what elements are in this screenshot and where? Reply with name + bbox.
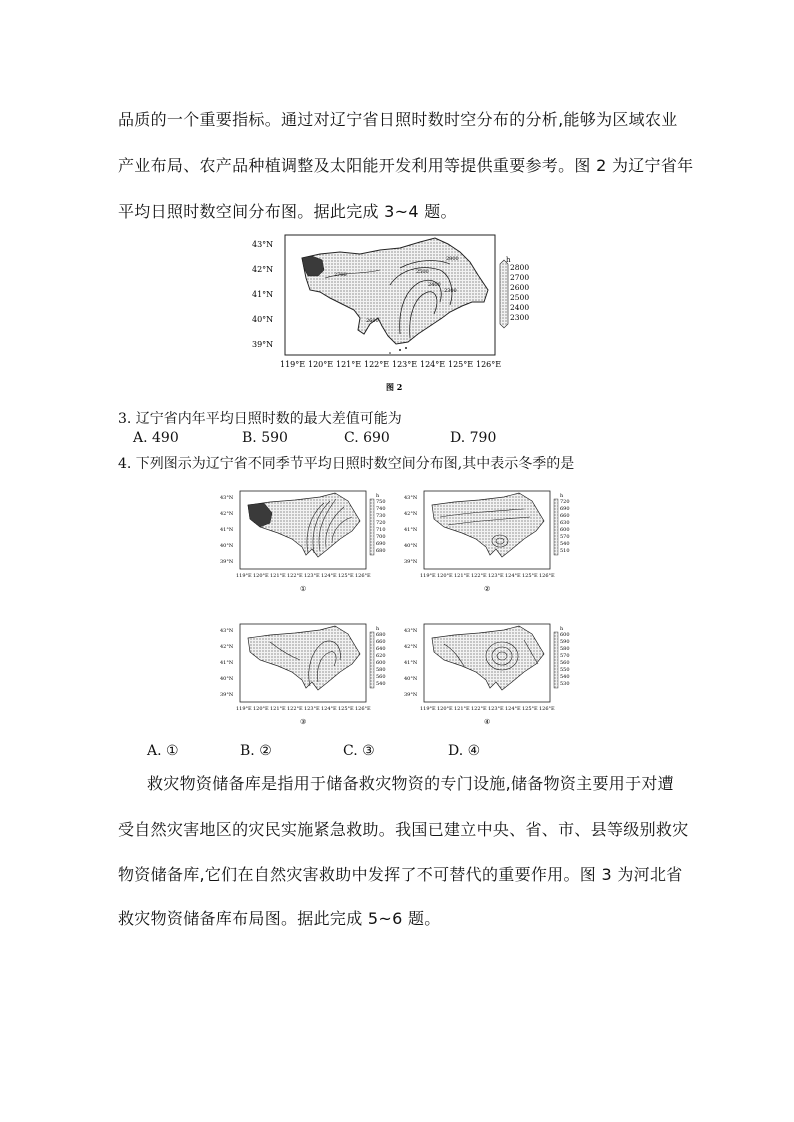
fig2-lon-axis <box>280 360 501 369</box>
contour-label: 2600 <box>366 318 379 324</box>
lon-label: 119°E <box>420 573 436 579</box>
fig2-lat-label: 39°N <box>252 340 274 349</box>
lat-label: 43°N <box>220 628 234 634</box>
season-map-2 <box>404 487 574 597</box>
legend-value: 2800 <box>510 263 530 272</box>
fig2-lon-label: 120°E <box>308 360 334 369</box>
question-4-option-c[interactable]: C. ③ <box>343 743 375 759</box>
legend-value: 720 <box>560 499 570 505</box>
lon-label: 121°E <box>454 573 470 579</box>
contour-label: 2500 <box>416 269 429 275</box>
lon-label: 123°E <box>304 706 320 712</box>
legend-value: 660 <box>560 513 570 519</box>
legend-value: 620 <box>376 653 386 659</box>
legend-value: 680 <box>376 548 386 554</box>
legend-value: 560 <box>376 674 386 680</box>
lat-label: 43°N <box>220 495 234 501</box>
legend-value: 580 <box>376 667 386 673</box>
legend-value: 710 <box>376 527 386 533</box>
map-label: ① <box>300 585 307 593</box>
season-map-1 <box>220 487 390 597</box>
fig2-lat-axis <box>252 240 273 349</box>
legend-value: 540 <box>560 674 570 680</box>
fig2-lat-label: 40°N <box>252 315 274 324</box>
lon-label: 123°E <box>488 573 504 579</box>
legend-value: 570 <box>560 653 570 659</box>
lat-label: 43°N <box>404 628 418 634</box>
lon-label: 125°E <box>522 573 538 579</box>
passage-2-line-4: 救灾物资储备库布局图。据此完成 5~6 题。 <box>118 909 441 928</box>
legend-value: 560 <box>560 660 570 666</box>
legend-value: 510 <box>560 548 570 554</box>
legend-value: 600 <box>560 527 570 533</box>
figure-2-caption: 图 2 <box>386 382 403 392</box>
figure-2-map <box>250 230 540 400</box>
lat-label: 41°N <box>220 660 234 666</box>
lon-label: 119°E <box>236 573 252 579</box>
question-3-option-a[interactable]: A. 490 <box>133 430 179 446</box>
passage-2-line-2: 受自然灾害地区的灾民实施紧急救助。我国已建立中央、省、市、县等级别救灾 <box>118 820 689 839</box>
fig2-lon-label: 126°E <box>476 360 502 369</box>
question-4-stem: 4. 下列图示为辽宁省不同季节平均日照时数空间分布图,其中表示冬季的是 <box>118 456 575 472</box>
legend-value: 600 <box>560 632 570 638</box>
fig2-lon-label: 119°E <box>280 360 306 369</box>
lon-label: 120°E <box>437 573 453 579</box>
lon-label: 125°E <box>522 706 538 712</box>
legend-value: 2300 <box>510 313 530 322</box>
contour-label: 2700 <box>334 272 347 278</box>
lon-label: 124°E <box>505 706 521 712</box>
lat-label: 42°N <box>220 644 234 650</box>
legend-value: 570 <box>560 534 570 540</box>
lon-label: 123°E <box>304 573 320 579</box>
lon-label: 124°E <box>321 706 337 712</box>
legend-value: 550 <box>560 667 570 673</box>
legend-unit: h <box>560 493 564 499</box>
legend-unit: h <box>376 626 380 632</box>
lat-label: 39°N <box>404 692 418 698</box>
fig2-lat-label: 43°N <box>252 240 274 249</box>
legend-value: 2500 <box>510 293 530 302</box>
contour-label: 2800 <box>446 256 459 262</box>
question-3-stem: 3. 辽宁省内年平均日照时数的最大差值可能为 <box>118 411 402 427</box>
legend-value: 530 <box>560 681 570 687</box>
lon-label: 121°E <box>270 573 286 579</box>
lat-label: 42°N <box>220 511 234 517</box>
lon-label: 126°E <box>355 706 371 712</box>
fig2-lon-label: 121°E <box>336 360 362 369</box>
legend-value: 2700 <box>510 273 530 282</box>
lon-label: 126°E <box>539 706 555 712</box>
legend-value: 630 <box>560 520 570 526</box>
lon-label: 122°E <box>471 573 487 579</box>
map-label: ② <box>484 585 491 593</box>
lon-label: 126°E <box>355 573 371 579</box>
legend-value: 720 <box>376 520 386 526</box>
question-4-option-a[interactable]: A. ① <box>147 743 179 759</box>
lat-label: 39°N <box>404 559 418 565</box>
lon-label: 122°E <box>287 573 303 579</box>
lat-label: 39°N <box>220 692 234 698</box>
legend-value: 680 <box>376 632 386 638</box>
legend-value: 660 <box>376 639 386 645</box>
legend-unit: h <box>506 256 511 264</box>
legend-value: 700 <box>376 534 386 540</box>
legend-value: 600 <box>376 660 386 666</box>
lat-label: 41°N <box>404 527 418 533</box>
lat-label: 39°N <box>220 559 234 565</box>
legend-value: 590 <box>560 639 570 645</box>
lon-label: 120°E <box>437 706 453 712</box>
lat-label: 42°N <box>404 511 418 517</box>
legend-value: 540 <box>560 541 570 547</box>
contour-label: 2400 <box>428 282 441 288</box>
passage-1-line-2: 产业布局、农产品种植调整及太阳能开发利用等提供重要参考。图 2 为辽宁省年 <box>118 156 694 175</box>
lon-label: 124°E <box>321 573 337 579</box>
legend-value: 2400 <box>510 303 530 312</box>
fig2-lon-label: 125°E <box>448 360 474 369</box>
lon-label: 122°E <box>471 706 487 712</box>
passage-1-line-3: 平均日照时数空间分布图。据此完成 3~4 题。 <box>118 202 457 221</box>
fig2-lat-label: 41°N <box>252 290 274 299</box>
lon-label: 125°E <box>338 706 354 712</box>
passage-2-line-3: 物资储备库,它们在自然灾害救助中发挥了不可替代的重要作用。图 3 为河北省 <box>118 865 683 884</box>
legend-value: 640 <box>376 646 386 652</box>
lat-label: 40°N <box>220 543 234 549</box>
lat-label: 40°N <box>220 676 234 682</box>
lon-label: 120°E <box>253 573 269 579</box>
lat-label: 40°N <box>404 543 418 549</box>
map-label: ④ <box>484 718 491 726</box>
lat-label: 41°N <box>404 660 418 666</box>
lon-label: 124°E <box>505 573 521 579</box>
question-3-option-c[interactable]: C. 690 <box>344 430 390 446</box>
passage-1-line-1: 品质的一个重要指标。通过对辽宁省日照时数时空分布的分析,能够为区域农业 <box>118 110 678 129</box>
lon-label: 122°E <box>287 706 303 712</box>
map-label: ③ <box>300 718 307 726</box>
question-4-option-b[interactable]: B. ② <box>240 743 272 759</box>
legend-value: 540 <box>376 681 386 687</box>
lat-label: 42°N <box>404 644 418 650</box>
question-4-option-d[interactable]: D. ④ <box>448 743 481 759</box>
legend-value: 690 <box>560 506 570 512</box>
legend-value: 750 <box>376 499 386 505</box>
legend-unit: h <box>376 493 380 499</box>
fig2-lon-label: 124°E <box>420 360 446 369</box>
contour-label: 2300 <box>444 288 457 294</box>
fig2-legend <box>500 256 529 328</box>
lon-label: 121°E <box>454 706 470 712</box>
fig2-lat-label: 42°N <box>252 265 274 274</box>
question-3-option-d[interactable]: D. 790 <box>450 430 497 446</box>
legend-value: 580 <box>560 646 570 652</box>
legend-value: 730 <box>376 513 386 519</box>
lon-label: 119°E <box>236 706 252 712</box>
season-map-3 <box>220 620 390 730</box>
legend-unit: h <box>560 626 564 632</box>
season-map-4 <box>404 620 574 730</box>
fig2-lon-label: 123°E <box>392 360 418 369</box>
question-3-option-b[interactable]: B. 590 <box>242 430 288 446</box>
lon-label: 119°E <box>420 706 436 712</box>
lat-label: 40°N <box>404 676 418 682</box>
lon-label: 125°E <box>338 573 354 579</box>
lon-label: 121°E <box>270 706 286 712</box>
fig2-lon-label: 122°E <box>364 360 390 369</box>
lon-label: 120°E <box>253 706 269 712</box>
legend-value: 740 <box>376 506 386 512</box>
lat-label: 41°N <box>220 527 234 533</box>
lat-label: 43°N <box>404 495 418 501</box>
lon-label: 126°E <box>539 573 555 579</box>
lon-label: 123°E <box>488 706 504 712</box>
legend-value: 690 <box>376 541 386 547</box>
passage-2-line-1: 救灾物资储备库是指用于储备救灾物资的专门设施,储备物资主要用于对遭 <box>147 774 674 793</box>
legend-value: 2600 <box>510 283 530 292</box>
